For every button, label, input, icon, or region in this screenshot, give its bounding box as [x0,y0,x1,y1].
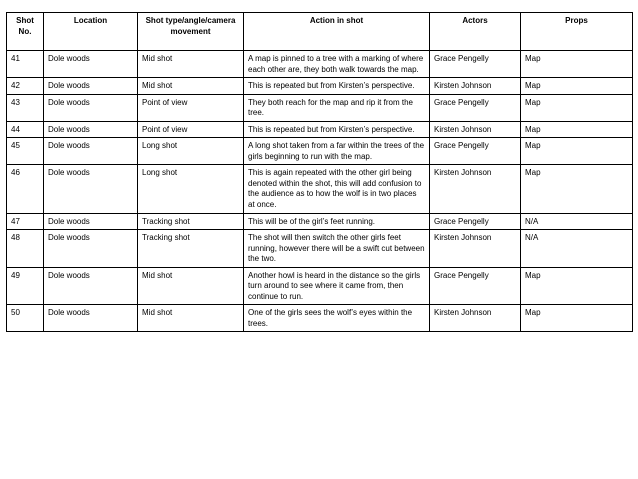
cell-shot-no: 41 [7,51,44,78]
cell-shot-type: Tracking shot [138,213,244,230]
cell-action: One of the girls sees the wolf’s eyes within the trees. [244,305,430,332]
cell-actors: Kirsten Johnson [430,121,521,138]
cell-actors: Kirsten Johnson [430,305,521,332]
table-row [7,213,633,230]
cell-location: Dole woods [44,121,138,138]
cell-location: Dole woods [44,94,138,121]
cell-shot-type: Long shot [138,165,244,213]
table-row [7,94,633,121]
table-body [7,51,633,332]
shot-list-table [6,12,633,332]
cell-actors: Kirsten Johnson [430,230,521,268]
cell-actors: Kirsten Johnson [430,165,521,213]
cell-action: This is repeated but from Kirsten’s perspective. [244,78,430,95]
cell-shot-type: Long shot [138,138,244,165]
header-props: Props [521,13,633,51]
table-header [7,13,633,51]
cell-location: Dole woods [44,305,138,332]
cell-shot-type: Mid shot [138,51,244,78]
cell-actors: Grace Pengelly [430,138,521,165]
header-row [7,13,633,51]
cell-action: A long shot taken from a far within the trees of the girls beginning to run with the map. [244,138,430,165]
cell-action: This will be of the girl’s feet running. [244,213,430,230]
cell-location: Dole woods [44,230,138,268]
cell-shot-no: 46 [7,165,44,213]
cell-shot-no: 50 [7,305,44,332]
cell-location: Dole woods [44,78,138,95]
cell-action: This is repeated but from Kirsten’s perspective. [244,121,430,138]
cell-location: Dole woods [44,267,138,305]
header-shot-no: Shot No. [7,13,44,51]
cell-location: Dole woods [44,138,138,165]
cell-location: Dole woods [44,165,138,213]
cell-shot-no: 44 [7,121,44,138]
cell-shot-no: 45 [7,138,44,165]
cell-actors: Grace Pengelly [430,213,521,230]
table-row [7,121,633,138]
header-actors: Actors [430,13,521,51]
header-shot-type: Shot type/angle/camera movement [138,13,244,51]
cell-action: A map is pinned to a tree with a marking of where each other are, they both walk towards the map. [244,51,430,78]
cell-props: Map [521,165,633,213]
cell-action: Another howl is heard in the distance so the girls turn around to see where it came from, then continue to run. [244,267,430,305]
cell-props: Map [521,305,633,332]
cell-shot-no: 42 [7,78,44,95]
cell-props: Map [521,138,633,165]
cell-actors: Kirsten Johnson [430,78,521,95]
cell-action: This is again repeated with the other girl being denoted within the shot, this will add confusion to the audience as to how the wolf is in two places at once. [244,165,430,213]
table-row [7,267,633,305]
cell-shot-no: 48 [7,230,44,268]
cell-shot-no: 43 [7,94,44,121]
cell-shot-no: 47 [7,213,44,230]
cell-shot-no: 49 [7,267,44,305]
cell-props: N/A [521,230,633,268]
table-row [7,78,633,95]
cell-props: N/A [521,213,633,230]
cell-action: The shot will then switch the other girls feet running, however there will be a swift cut between the two. [244,230,430,268]
cell-props: Map [521,267,633,305]
header-location: Location [44,13,138,51]
cell-location: Dole woods [44,213,138,230]
cell-shot-type: Tracking shot [138,230,244,268]
cell-shot-type: Mid shot [138,305,244,332]
cell-shot-type: Mid shot [138,267,244,305]
cell-actors: Grace Pengelly [430,267,521,305]
table-row [7,230,633,268]
cell-props: Map [521,121,633,138]
cell-props: Map [521,78,633,95]
cell-actors: Grace Pengelly [430,51,521,78]
cell-props: Map [521,51,633,78]
cell-props: Map [521,94,633,121]
cell-actors: Grace Pengelly [430,94,521,121]
cell-location: Dole woods [44,51,138,78]
cell-shot-type: Mid shot [138,78,244,95]
table-row [7,138,633,165]
cell-action: They both reach for the map and rip it from the tree. [244,94,430,121]
table-row [7,305,633,332]
header-action: Action in shot [244,13,430,51]
cell-shot-type: Point of view [138,121,244,138]
table-row [7,51,633,78]
cell-shot-type: Point of view [138,94,244,121]
table-row [7,165,633,213]
